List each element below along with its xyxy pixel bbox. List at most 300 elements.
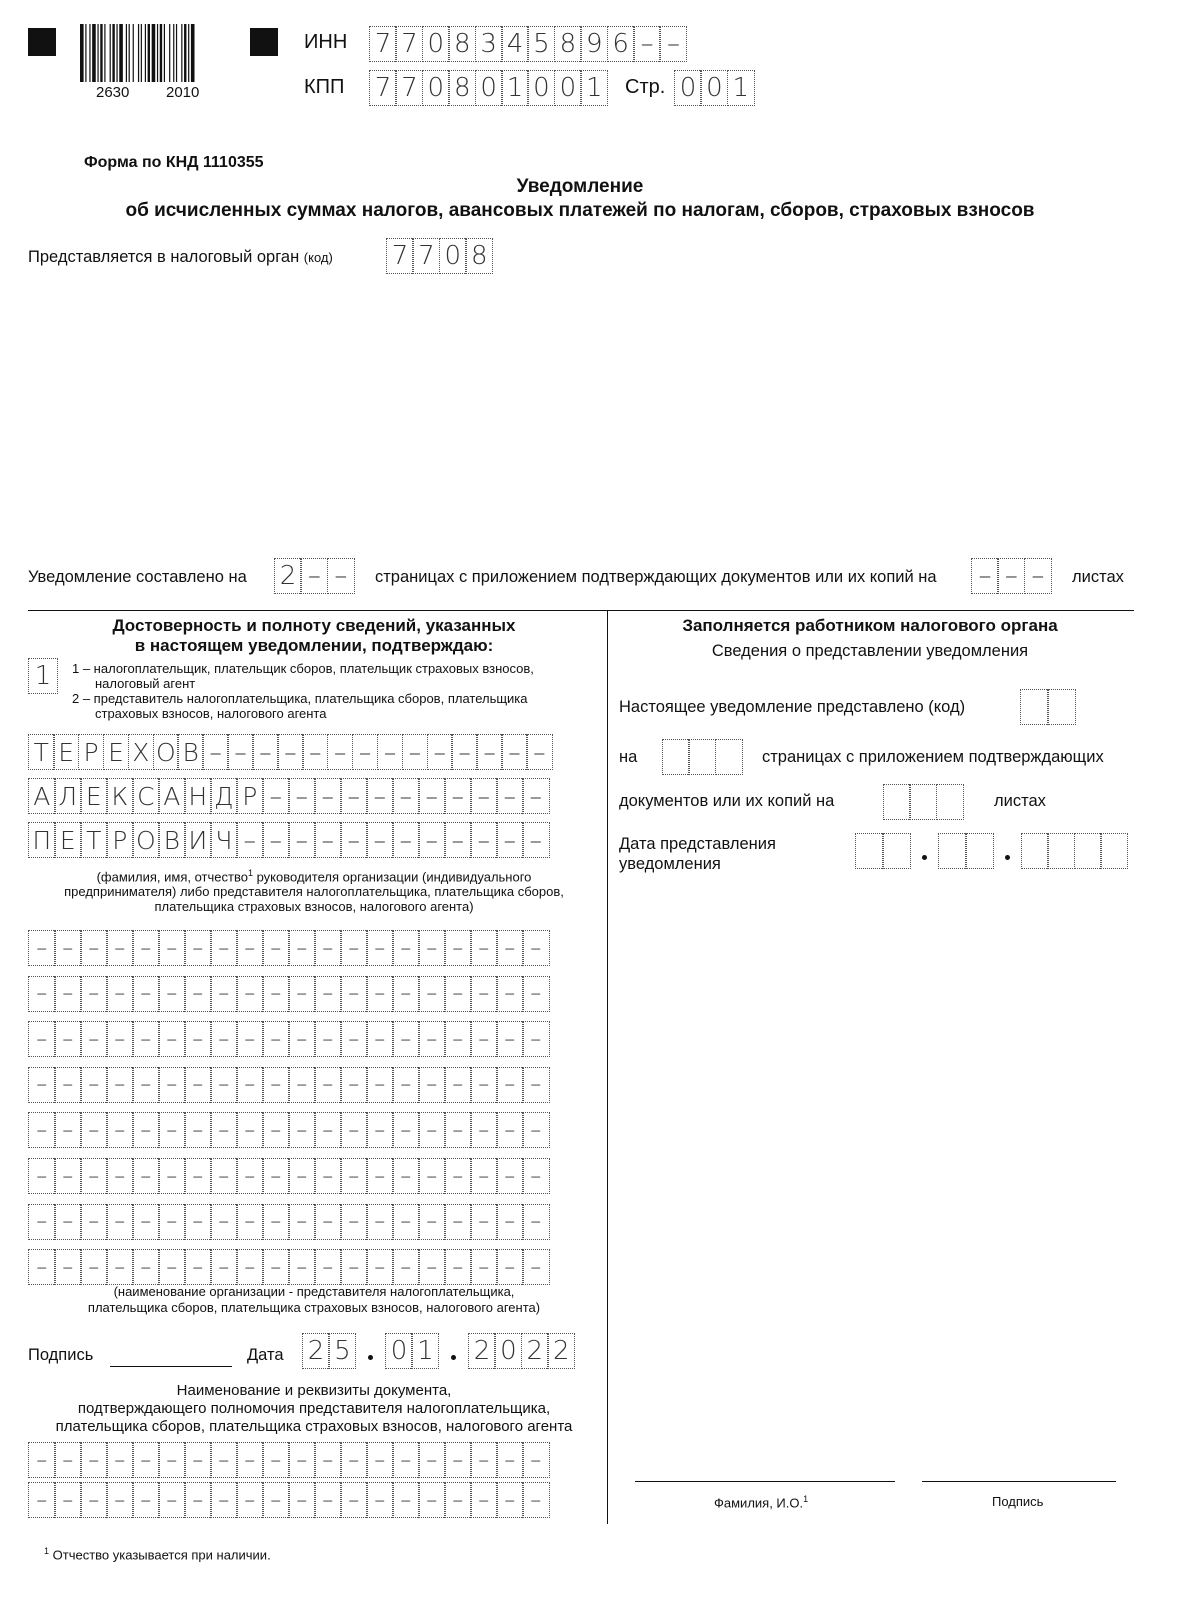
char-cell: –	[444, 1249, 472, 1285]
char-cell: –	[80, 1204, 108, 1240]
char-cell: –	[210, 1067, 238, 1103]
authority-label-text: Представляется в налоговый орган	[28, 248, 300, 266]
char-cell: –	[236, 1067, 264, 1103]
char-cell	[882, 833, 911, 869]
char-cell: –	[184, 1021, 212, 1057]
char-cell	[883, 784, 911, 820]
char-cell: Е	[80, 778, 108, 814]
entry-row[interactable]	[28, 1204, 548, 1240]
char-cell: –	[392, 1067, 420, 1103]
char-cell: –	[210, 930, 238, 966]
entry-row[interactable]	[28, 1158, 548, 1194]
char-cell: –	[288, 1158, 316, 1194]
barcode-bar	[164, 24, 165, 82]
char-cell: –	[106, 1158, 134, 1194]
char-cell: 5	[527, 26, 555, 62]
pages-with-label: страницах с приложением подтверждающих	[762, 748, 1104, 766]
char-cell: 0	[674, 70, 702, 106]
char-cell: –	[392, 976, 420, 1012]
char-cell: –	[392, 930, 420, 966]
entry-row[interactable]	[28, 930, 548, 966]
barcode-bar	[100, 24, 102, 82]
char-cell	[855, 833, 884, 869]
char-cell	[715, 739, 743, 775]
char-cell: –	[314, 822, 342, 858]
char-cell: –	[252, 734, 279, 770]
char-cell: –	[158, 1442, 186, 1478]
char-cell: –	[54, 1442, 82, 1478]
barcode-bar	[116, 24, 117, 82]
barcode-bar	[148, 24, 150, 82]
char-cell: –	[444, 1021, 472, 1057]
pages-label-start: Уведомление составлено на	[28, 568, 247, 586]
authority-cells[interactable]	[386, 238, 492, 274]
barcode-bar	[110, 24, 111, 82]
char-cell: –	[501, 734, 528, 770]
pages-label-middle: страницах с приложением подтверждающих документов или их копий на	[375, 568, 937, 586]
char-cell	[1100, 833, 1128, 869]
char-cell: –	[366, 1158, 394, 1194]
char-cell: –	[366, 1204, 394, 1240]
char-cell: –	[327, 734, 354, 770]
officer-sign-line[interactable]	[922, 1481, 1116, 1482]
char-cell: –	[132, 1021, 160, 1057]
page-cells[interactable]	[674, 70, 753, 106]
char-cell	[1021, 833, 1049, 869]
char-cell: –	[392, 778, 420, 814]
char-cell: 2	[302, 1333, 330, 1369]
char-cell: –	[418, 1158, 446, 1194]
officer-pages-cells[interactable]	[662, 739, 741, 775]
barcode-bar	[188, 24, 189, 82]
inn-cells[interactable]	[369, 26, 686, 62]
char-cell: –	[158, 930, 186, 966]
char-cell: –	[971, 558, 999, 594]
char-cell: –	[54, 930, 82, 966]
char-cell: –	[54, 976, 82, 1012]
char-cell: –	[236, 1158, 264, 1194]
signature-line[interactable]	[110, 1366, 232, 1367]
fio-caption-1	[28, 868, 600, 884]
doc-caption-2: подтверждающего полномочия представителя налогоплательщика,	[77, 1400, 551, 1417]
char-cell: –	[496, 1067, 524, 1103]
char-cell: –	[522, 1158, 550, 1194]
char-cell: –	[340, 1158, 368, 1194]
char-cell: –	[106, 930, 134, 966]
char-cell: –	[132, 1158, 160, 1194]
sheets-cells[interactable]	[971, 558, 1050, 594]
option2-line2: страховых взносов, налогового агента	[95, 706, 327, 721]
officer-fio-line[interactable]	[635, 1481, 895, 1482]
fio-caption-2: предпринимателя) либо представителя налогоплательщика, плательщика сборов,	[64, 884, 564, 899]
on-label: на	[619, 748, 638, 766]
char-cell: А	[28, 778, 56, 814]
char-cell: –	[184, 1249, 212, 1285]
surname-cells[interactable]	[28, 734, 551, 770]
char-cell: –	[444, 822, 472, 858]
char-cell: –	[470, 1482, 498, 1518]
char-cell: –	[158, 1482, 186, 1518]
char-cell: –	[288, 822, 316, 858]
char-cell: –	[262, 1204, 290, 1240]
char-cell: –	[28, 1482, 56, 1518]
barcode-bar	[157, 24, 158, 82]
char-cell: –	[132, 1204, 160, 1240]
officer-sheets-cells[interactable]	[883, 784, 962, 820]
entry-row[interactable]	[28, 1482, 548, 1518]
doc-caption-3: плательщика сборов, плательщика страховых взносов, налогового агента	[55, 1418, 573, 1435]
char-cell: –	[288, 1442, 316, 1478]
char-cell: 8	[448, 26, 476, 62]
char-cell: –	[262, 1482, 290, 1518]
char-cell: 6	[607, 26, 635, 62]
char-cell: –	[522, 1249, 550, 1285]
page-label: Стр.	[625, 76, 666, 98]
option1-line2: налоговый агент	[95, 676, 196, 691]
char-cell: –	[444, 778, 472, 814]
char-cell: –	[158, 1112, 186, 1148]
option1-line1: 1 – налогоплательщик, плательщик сборов, плательщик страховых взносов,	[72, 661, 534, 676]
char-cell	[1020, 689, 1049, 725]
char-cell: –	[366, 1112, 394, 1148]
char-cell: –	[80, 1158, 108, 1194]
char-cell: –	[210, 1021, 238, 1057]
char-cell: –	[418, 976, 446, 1012]
submission-day-cells[interactable]	[855, 833, 910, 869]
char-cell: –	[80, 1442, 108, 1478]
entry-row[interactable]	[28, 1067, 548, 1103]
char-cell: –	[633, 26, 661, 62]
char-cell: –	[522, 1021, 550, 1057]
char-cell	[938, 833, 967, 869]
char-cell: –	[392, 1112, 420, 1148]
barcode-bar	[173, 24, 174, 82]
kpp-cells[interactable]	[369, 70, 607, 106]
barcode-bar	[184, 24, 186, 82]
section-divider	[28, 610, 1134, 611]
char-cell: 0	[494, 1333, 522, 1369]
char-cell: –	[496, 1204, 524, 1240]
barcode-bar	[145, 24, 146, 82]
char-cell: –	[470, 976, 498, 1012]
char-cell: –	[288, 1482, 316, 1518]
char-cell: –	[314, 1067, 342, 1103]
char-cell: –	[470, 1067, 498, 1103]
barcode-bar	[92, 24, 96, 82]
date-month-cells[interactable]	[385, 1333, 438, 1369]
footnote-mark: 1	[44, 1546, 50, 1556]
char-cell: –	[288, 778, 316, 814]
char-cell: –	[158, 1067, 186, 1103]
char-cell: –	[28, 1112, 56, 1148]
char-cell: –	[522, 1067, 550, 1103]
right-subheading: Сведения о представлении уведомления	[711, 642, 1029, 660]
char-cell: –	[28, 1158, 56, 1194]
char-cell: –	[366, 1442, 394, 1478]
char-cell: –	[522, 822, 550, 858]
char-cell: 1	[501, 70, 529, 106]
char-cell: –	[470, 778, 498, 814]
authority-label	[28, 248, 333, 267]
char-cell: –	[496, 976, 524, 1012]
char-cell: Е	[103, 734, 130, 770]
char-cell: –	[54, 1249, 82, 1285]
char-cell: –	[236, 1204, 264, 1240]
docs-label: документов или их копий на	[619, 792, 835, 810]
char-cell: Р	[236, 778, 264, 814]
barcode-bar	[176, 24, 177, 82]
char-cell: –	[54, 1204, 82, 1240]
char-cell: –	[392, 1442, 420, 1478]
char-cell: –	[262, 1249, 290, 1285]
char-cell: –	[392, 1482, 420, 1518]
char-cell: 2	[547, 1333, 575, 1369]
submission-year-cells[interactable]	[1021, 833, 1127, 869]
char-cell: –	[288, 1204, 316, 1240]
char-cell: –	[236, 822, 264, 858]
char-cell: Л	[54, 778, 82, 814]
char-cell: Е	[54, 822, 82, 858]
char-cell: –	[106, 1249, 134, 1285]
char-cell: –	[522, 1442, 550, 1478]
char-cell: –	[496, 1112, 524, 1148]
char-cell: –	[54, 1158, 82, 1194]
char-cell: –	[402, 734, 429, 770]
char-cell: –	[210, 1249, 238, 1285]
org-caption-1: (наименование организации - представителя налогоплательщика,	[113, 1284, 515, 1299]
char-cell: Х	[128, 734, 155, 770]
char-cell: –	[340, 1442, 368, 1478]
barcode-bar	[89, 24, 90, 82]
char-cell: –	[184, 1442, 212, 1478]
barcode-bar	[138, 24, 139, 82]
char-cell: –	[106, 1067, 134, 1103]
char-cell: 7	[395, 70, 423, 106]
char-cell: –	[262, 822, 290, 858]
char-cell: –	[418, 778, 446, 814]
char-cell: –	[210, 1112, 238, 1148]
char-cell: С	[132, 778, 160, 814]
char-cell: 0	[439, 238, 467, 274]
char-cell: –	[470, 1249, 498, 1285]
char-cell: –	[340, 778, 368, 814]
char-cell: –	[80, 1021, 108, 1057]
char-cell: –	[300, 558, 328, 594]
char-cell: –	[366, 822, 394, 858]
char-cell: –	[418, 822, 446, 858]
char-cell: –	[302, 734, 329, 770]
char-cell: –	[444, 1204, 472, 1240]
char-cell: –	[526, 734, 553, 770]
char-cell: –	[28, 1204, 56, 1240]
char-cell: –	[418, 1442, 446, 1478]
char-cell: –	[314, 1158, 342, 1194]
char-cell: –	[236, 1112, 264, 1148]
submission-date-separator-2	[1005, 855, 1010, 860]
char-cell: –	[28, 1021, 56, 1057]
char-cell: –	[314, 1204, 342, 1240]
char-cell: –	[210, 1482, 238, 1518]
char-cell: –	[377, 734, 404, 770]
barcode-bar	[133, 24, 134, 82]
char-cell: Т	[80, 822, 108, 858]
name-cells[interactable]	[28, 778, 548, 814]
fio-caption-1b: руководителя организации (индивидуального	[256, 869, 532, 885]
char-cell: Ч	[210, 822, 238, 858]
signer-type-cell[interactable]	[28, 658, 56, 694]
char-cell	[965, 833, 994, 869]
date-day-cells[interactable]	[302, 1333, 355, 1369]
char-cell: –	[392, 822, 420, 858]
char-cell: –	[184, 1204, 212, 1240]
char-cell: Н	[184, 778, 212, 814]
char-cell: –	[28, 976, 56, 1012]
signature-label: Подпись	[28, 1346, 94, 1364]
char-cell: 1	[411, 1333, 439, 1369]
char-cell: –	[54, 1067, 82, 1103]
entry-row[interactable]	[28, 976, 548, 1012]
char-cell: –	[392, 1158, 420, 1194]
char-cell: –	[418, 1249, 446, 1285]
char-cell: –	[444, 1158, 472, 1194]
char-cell: –	[366, 930, 394, 966]
char-cell: –	[496, 930, 524, 966]
char-cell: О	[132, 822, 160, 858]
char-cell: –	[132, 1249, 160, 1285]
entry-row[interactable]	[28, 1021, 548, 1057]
form-subtitle: об исчисленных суммах налогов, авансовых платежей по налогам, сборов, страховых взносов	[125, 200, 1035, 221]
char-cell: –	[340, 930, 368, 966]
submission-date-separator-1	[922, 855, 927, 860]
char-cell: –	[288, 1249, 316, 1285]
char-cell: –	[470, 822, 498, 858]
fio-caption-sup: 1	[247, 868, 253, 878]
char-cell: –	[340, 1204, 368, 1240]
char-cell: –	[132, 1112, 160, 1148]
char-cell: –	[392, 1204, 420, 1240]
char-cell: –	[236, 976, 264, 1012]
option2-line1: 2 – представитель налогоплательщика, плательщика сборов, плательщика	[72, 691, 528, 706]
char-cell: –	[54, 1021, 82, 1057]
char-cell: –	[418, 1067, 446, 1103]
char-cell: –	[340, 1021, 368, 1057]
barcode-bar	[129, 24, 130, 82]
date-year-cells[interactable]	[468, 1333, 574, 1369]
char-cell: 0	[475, 70, 503, 106]
char-cell: –	[366, 1482, 394, 1518]
char-cell: –	[28, 1249, 56, 1285]
date-label: Дата	[247, 1346, 284, 1364]
barcode	[78, 24, 228, 86]
barcode-bar	[141, 24, 142, 82]
char-cell: –	[80, 1067, 108, 1103]
char-cell: –	[132, 1442, 160, 1478]
char-cell: 1	[28, 658, 58, 694]
char-cell: –	[158, 1249, 186, 1285]
barcode-bar	[152, 24, 156, 82]
char-cell: 8	[448, 70, 476, 106]
patronymic-cells[interactable]	[28, 822, 548, 858]
char-cell: –	[496, 1442, 524, 1478]
barcode-bar	[119, 24, 123, 82]
char-cell: А	[158, 778, 186, 814]
char-cell: –	[106, 1482, 134, 1518]
char-cell: –	[340, 1482, 368, 1518]
char-cell: –	[202, 734, 229, 770]
char-cell: Д	[210, 778, 238, 814]
char-cell: –	[444, 1442, 472, 1478]
right-heading: Заполняется работником налогового органа	[682, 616, 1058, 635]
submitted-code-cells[interactable]	[1020, 689, 1075, 725]
pages-cells[interactable]	[274, 558, 353, 594]
char-cell: –	[80, 1249, 108, 1285]
char-cell: –	[236, 1249, 264, 1285]
submission-month-cells[interactable]	[938, 833, 993, 869]
char-cell: –	[262, 976, 290, 1012]
char-cell: 2	[521, 1333, 549, 1369]
char-cell: –	[496, 1021, 524, 1057]
officer-sign-label: Подпись	[992, 1494, 1044, 1509]
entry-row[interactable]	[28, 1442, 548, 1478]
barcode-bar	[80, 24, 84, 82]
char-cell: –	[427, 734, 454, 770]
char-cell: –	[277, 734, 304, 770]
entry-row[interactable]	[28, 1249, 548, 1285]
char-cell: –	[366, 1021, 394, 1057]
char-cell: 0	[422, 26, 450, 62]
char-cell: 9	[580, 26, 608, 62]
column-divider	[607, 610, 608, 1524]
char-cell: –	[158, 1021, 186, 1057]
date-separator-2	[451, 1355, 456, 1360]
char-cell: –	[80, 1482, 108, 1518]
char-cell: –	[184, 1067, 212, 1103]
char-cell: –	[444, 1482, 472, 1518]
char-cell: –	[470, 930, 498, 966]
char-cell: –	[106, 1112, 134, 1148]
submission-date-label-1: Дата представления	[619, 835, 776, 853]
char-cell: –	[522, 1482, 550, 1518]
char-cell: –	[28, 930, 56, 966]
char-cell: –	[366, 1067, 394, 1103]
char-cell: И	[184, 822, 212, 858]
char-cell: –	[184, 976, 212, 1012]
char-cell: 7	[412, 238, 440, 274]
char-cell: –	[314, 1442, 342, 1478]
char-cell: Е	[53, 734, 80, 770]
char-cell: 0	[385, 1333, 413, 1369]
char-cell: –	[522, 1112, 550, 1148]
char-cell: 1	[727, 70, 755, 106]
char-cell: В	[177, 734, 204, 770]
char-cell: –	[80, 1112, 108, 1148]
char-cell: –	[28, 1442, 56, 1478]
char-cell: –	[470, 1021, 498, 1057]
char-cell: –	[262, 1067, 290, 1103]
char-cell: –	[227, 734, 254, 770]
char-cell: –	[288, 1112, 316, 1148]
char-cell: 5	[328, 1333, 356, 1369]
entry-row[interactable]	[28, 1112, 548, 1148]
char-cell: –	[236, 1482, 264, 1518]
char-cell: –	[340, 976, 368, 1012]
char-cell: –	[132, 1067, 160, 1103]
pages-label-end: листах	[1072, 568, 1124, 586]
char-cell: –	[80, 976, 108, 1012]
char-cell: В	[158, 822, 186, 858]
barcode-number-2: 2010	[166, 84, 200, 101]
char-cell: 4	[501, 26, 529, 62]
